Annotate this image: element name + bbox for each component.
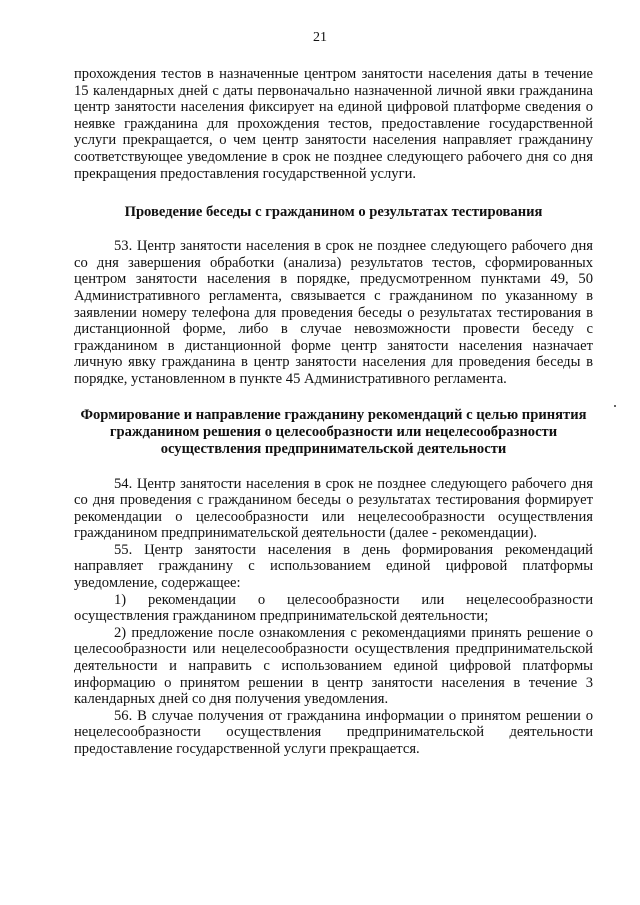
- paragraph-56: 56. В случае получения от гражданина информации о принятом решении о нецелесообразности осуществления предпринимательской деятельности предоставление государственной услуги прекращается.: [74, 707, 593, 757]
- paragraph-53: 53. Центр занятости населения в срок не позднее следующего рабочего дня со дня завершения обработки (анализа) результатов тестов, сформированных центром занятости населения в порядке, предусмотренном пунктами 49, 50 Административного регламента, связывается с гражданином по указанному в заявлении номеру телефона для проведения беседы о результатах тестирования в дистанционной форме, либо в случае невозможности провести беседу с гражданином в дистанционной форме центр занятости населения назначает личную явку гражданина в центр занятости населения для проведения беседы в порядке, установленном в пункте 45 Административного регламента.: [74, 238, 593, 387]
- paragraph-54: 54. Центр занятости населения в срок не позднее следующего рабочего дня со дня проведения с гражданином беседы о результатах тестирования формирует рекомендации о целесообразности или нецелесообразности осуществления гражданином предпринимательской деятельности (далее - рекомендации).: [74, 475, 593, 542]
- paragraph-55-item-2: 2) предложение после ознакомления с рекомендациями принять решение о целесообразности или нецелесообразности осуществления предпринимательской деятельности и направить с использованием единой цифровой платформы информацию о принятом решении в центр занятости населения в течение 3 календарных дней со дня получения уведомления.: [74, 624, 593, 708]
- section-heading-conversation: Проведение беседы с гражданином о результатах тестирования: [124, 204, 543, 221]
- scan-speck: [614, 405, 616, 407]
- paragraph-55: 55. Центр занятости населения в день формирования рекомендаций направляет гражданину с использованием единой цифровой платформы уведомление, содержащее:: [74, 541, 593, 592]
- page-number: 21: [313, 30, 327, 45]
- paragraph-intro: прохождения тестов в назначенные центром занятости населения даты в течение 15 календарных дней с даты первоначально назначенной личной явки гражданина центр занятости населения фиксирует на единой цифровой платформе сведения о неявке гражданина для прохождения тестов, предоставление государственной услуги прекращается, о чем центр занятости населения направляет гражданину соответствующее уведомление в срок не позднее следующего рабочего дня со дня прекращения предоставления государственной услуги.: [74, 66, 593, 182]
- document-body: [74, 66, 593, 758]
- section-heading-recommendations: Формирование и направление гражданину рекомендаций с целью принятия гражданином решения о целесообразности или нецелесообразности осуществления предпринимательской деятельности: [80, 406, 587, 457]
- paragraph-55-item-1: 1) рекомендации о целесообразности или нецелесообразности осуществления гражданином предпринимательской деятельности;: [74, 591, 593, 625]
